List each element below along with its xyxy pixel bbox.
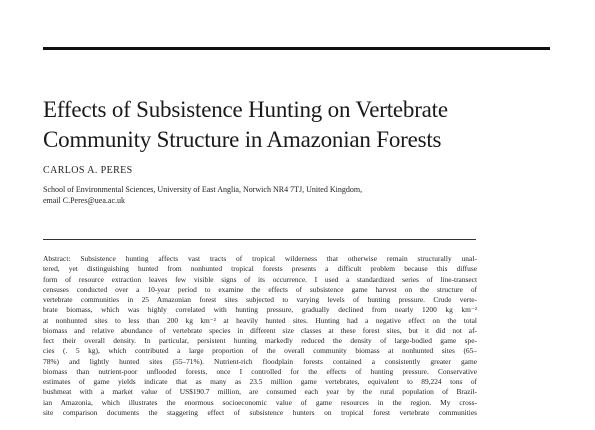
title-line: Community Structure in Amazonian Forests	[43, 127, 442, 152]
abstract-line: form of resource extraction leaves few visible signs of its occurrence. I used a standardized series of line-transect	[43, 274, 477, 284]
abstract-line: at nonhunted sites to less than 200 kg km⁻² at heavily hunted sites. Hunting had a negative effect on the total	[43, 315, 477, 325]
affiliation	[43, 184, 523, 206]
abstract-line: 78%) and lightly hunted sites (55–71%). Nutrient-rich floodplain forests contained a consistently greater game	[43, 356, 477, 366]
abstract-line: estimates of game yields indicate that as many as 23.5 million game vertebrates, equivalent to 89,224 tons of	[43, 377, 477, 386]
abstract	[43, 254, 477, 418]
abstract-line: censuses conducted over a 10-year period to examine the effects of subsistence game harvest on the structure of	[43, 284, 477, 294]
abstract-line: biomass and relative abundance of vertebrate species in different size classes at these forest sites, but it did not af-	[43, 325, 477, 335]
abstract-line: site comparison documents the staggering effect of subsistence hunters on tropical forest vertebrate communities	[43, 407, 477, 417]
abstract-line: biomass than nutrient-poor unflooded forests, once I controlled for the effects of hunting pressure. Conservative	[43, 366, 477, 376]
paper-title	[43, 95, 543, 155]
email-line: email C.Peres@uea.ac.uk	[43, 196, 126, 205]
top-rule	[43, 47, 550, 50]
abstract-line: brate biomass, which was highly correlated with hunting pressure, gradually declined from nearly 1200 kg km⁻²	[43, 305, 477, 315]
title-line: Effects of Subsistence Hunting on Vertebrate	[43, 97, 448, 122]
abstract-line: ian Amazonia, which illustrates the enormous socioeconomic value of game resources in the region. My cross-	[43, 397, 477, 407]
section-divider	[43, 239, 476, 240]
abstract-line: tered, yet distinguishing hunted from nonhunted tropical forests presents a difficult problem because this diffuse	[43, 264, 477, 274]
abstract-line: bushmeat with a market value of US$190.7 million, are consumed each year by the rural population of Brazil-	[43, 387, 477, 397]
author-name: CARLOS A. PERES	[43, 165, 133, 176]
abstract-line: fect their overall density. In particular, persistent hunting markedly reduced the density of large-bodied game spe-	[43, 336, 477, 345]
abstract-line: Abstract: Subsistence hunting affects vast tracts of tropical wilderness that otherwise remain structurally unal-	[43, 254, 477, 263]
abstract-line: cies (. 5 kg), which contributed a large proportion of the overall community biomass at nonhunted sites (65–	[43, 346, 477, 356]
affiliation-line: School of Environmental Sciences, University of East Anglia, Norwich NR4 7TJ, United Kingdom,	[43, 185, 363, 194]
abstract-line: vertebrate communities in 25 Amazonian forest sites subjected to varying levels of hunting pressure. Crude verte-	[43, 295, 477, 304]
